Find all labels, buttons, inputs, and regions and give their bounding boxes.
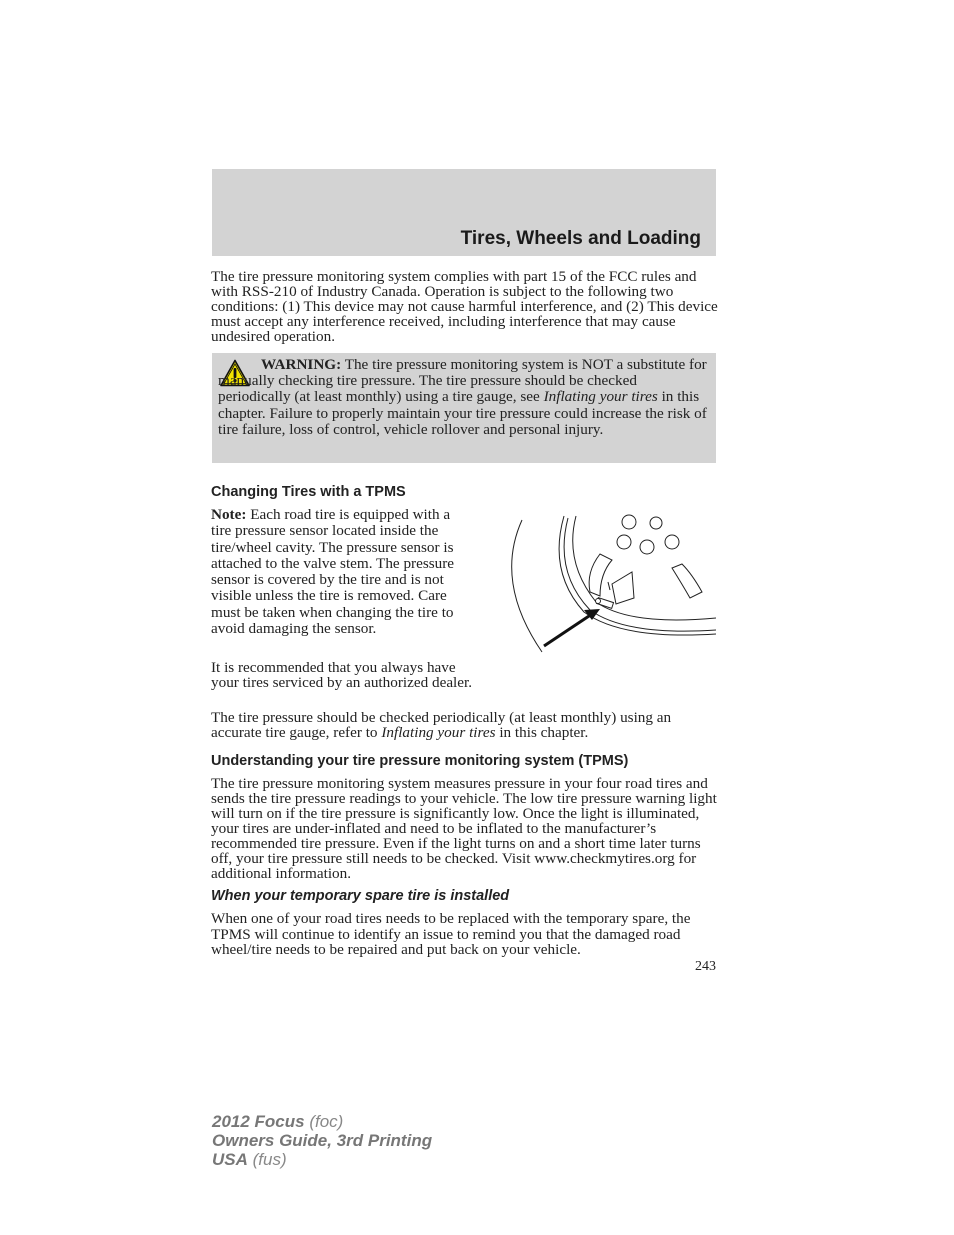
heading-spare-tire: When your temporary spare tire is installed [211, 888, 510, 904]
note-paragraph [211, 507, 473, 637]
warning-body-end: in this chapter. Failure to properly maintain your tire pressure could increase the risk of tire failure, loss of control, vehicle rollover and personal injury. [218, 388, 707, 438]
check-reference: Inflating your tires [381, 724, 496, 741]
recommend-paragraph: It is recommended that you always have your tires serviced by an authorized dealer. [211, 659, 473, 691]
check-text: The tire pressure should be checked periodically (at least monthly) using an accurate tire gauge, refer to [211, 709, 672, 741]
heading-understanding-tpms: Understanding your tire pressure monitoring system (TPMS) [211, 753, 629, 769]
footer-region-code: (fus) [252, 1150, 287, 1169]
check-paragraph [211, 710, 719, 740]
warning-reference: Inflating your tires [543, 388, 658, 406]
tpms-paragraph: The tire pressure monitoring system measures pressure in your four road tires and sends the tire pressure readings to your vehicle. The low tire pressure warning light will turn on if the tire pressure is significantly low. Once the light is illuminated, your tires are under-inflated and need to be inflated to the manufacturer’s recommended tire pressure. Even if the light turns on and a short time later turns off, your tire pressure still needs to be checked. Visit www.checkmytires.org for additional information. [211, 775, 717, 882]
note-label: Note: [211, 506, 247, 523]
footer-region: USA [212, 1150, 248, 1169]
spare-paragraph: When one of your road tires needs to be replaced with the temporary spare, the TPMS will continue to identify an issue to remind you that the damaged road wheel/tire needs to be repaired and put back on your vehicle. [211, 910, 691, 958]
footer-model: 2012 Focus [212, 1112, 305, 1131]
footer-guide: Owners Guide, 3rd Printing [212, 1131, 433, 1150]
footer-line-2 [212, 1131, 432, 1150]
warning-text [218, 357, 710, 438]
warning-box [212, 353, 716, 463]
footer-line-1 [212, 1112, 432, 1131]
footer [212, 1112, 432, 1169]
check-text-end: in this chapter. [499, 724, 589, 741]
section-title: Tires, Wheels and Loading [460, 228, 701, 249]
section-header-band [212, 169, 716, 256]
page-number: 243 [695, 959, 716, 974]
footer-line-3 [212, 1150, 432, 1169]
tire-sensor-illustration [504, 512, 716, 657]
intro-paragraph: The tire pressure monitoring system complies with part 15 of the FCC rules and with RSS-210 of Industry Canada. Operation is subject to the following two conditions: (1) This device may not cause harmful interference, and (2) This device must accept any interference received, including interference that may cause undesired operation. [211, 268, 718, 345]
heading-changing-tires: Changing Tires with a TPMS [211, 484, 406, 500]
warning-body: The tire pressure monitoring system is NOT a substitute for manually checking tire pressure. The tire pressure should be checked periodically (at least monthly) using a tire gauge, see [218, 356, 707, 406]
footer-model-code: (foc) [309, 1112, 344, 1131]
note-text: Each road tire is equipped with a tire pressure sensor located inside the tire/wheel cavity. The pressure sensor is attached to the valve stem. The pressure sensor is covered by the tire and is not visible unless the tire is removed. Care must be taken when changing the tire to avoid damaging the sensor. [211, 506, 455, 638]
warning-label: WARNING: [261, 356, 342, 373]
